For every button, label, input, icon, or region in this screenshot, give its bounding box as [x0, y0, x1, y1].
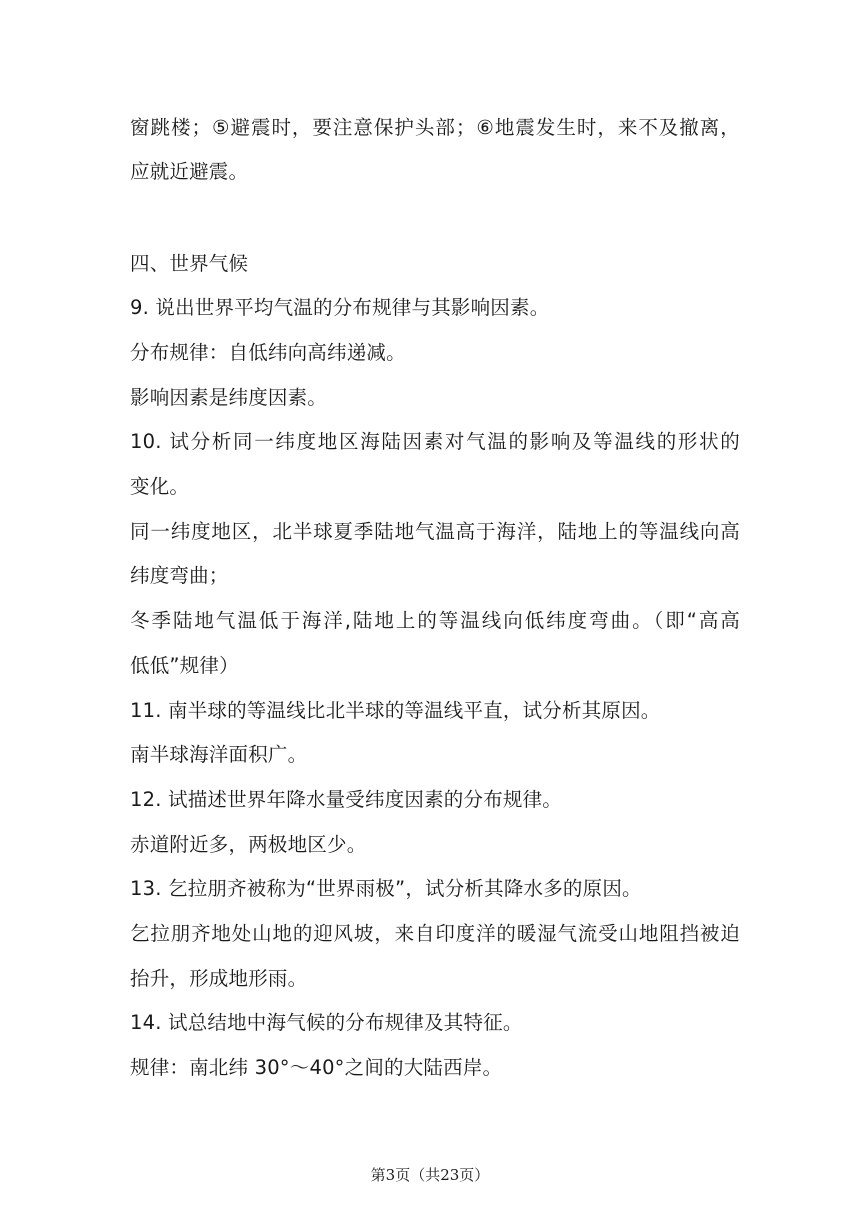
page-number-footer: 第3页（共23页）: [370, 1166, 490, 1184]
text-line-continuation: 窗跳楼；⑤避震时，要注意保护头部；⑥地震发生时，来不及撤离，: [130, 116, 740, 139]
section-heading: 四、世界气候: [130, 252, 249, 275]
answer-10-summer: 同一纬度地区，北半球夏季陆地气温高于海洋，陆地上的等温线向高: [130, 520, 740, 543]
answer-13-end: 抬升，形成地形雨。: [130, 967, 308, 990]
answer-13: 乞拉朋齐地处山地的迎风坡，来自印度洋的暖湿气流受山地阻挡被迫: [130, 922, 740, 945]
answer-10-winter: 冬季陆地气温低于海洋,陆地上的等温线向低纬度弯曲。（即“高高: [130, 609, 740, 632]
answer-9-pattern: 分布规律：自低纬向高纬递减。: [130, 341, 406, 364]
answer-9-factor: 影响因素是纬度因素。: [130, 386, 328, 409]
answer-12: 赤道附近多，两极地区少。: [130, 833, 367, 856]
question-10-end: 变化。: [130, 475, 190, 498]
text-line-continuation-end: 应就近避震。: [130, 160, 249, 183]
question-9: 9. 说出世界平均气温的分布规律与其影响因素。: [130, 296, 550, 319]
answer-14: 规律：南北纬 30°～40°之间的大陆西岸。: [130, 1056, 503, 1079]
answer-10-winter-end: 低低”规律）: [130, 654, 239, 677]
answer-11: 南半球海洋面积广。: [130, 743, 308, 766]
question-10: 10. 试分析同一纬度地区海陆因素对气温的影响及等温线的形状的: [130, 430, 740, 453]
question-12: 12. 试描述世界年降水量受纬度因素的分布规律。: [130, 788, 563, 811]
answer-10-summer-end: 纬度弯曲；: [130, 564, 229, 587]
question-11: 11. 南半球的等温线比北半球的等温线平直，试分析其原因。: [130, 699, 661, 722]
question-14: 14. 试总结地中海气候的分布规律及其特征。: [130, 1011, 523, 1034]
question-13: 13. 乞拉朋齐被称为“世界雨极”，试分析其降水多的原因。: [130, 877, 642, 900]
